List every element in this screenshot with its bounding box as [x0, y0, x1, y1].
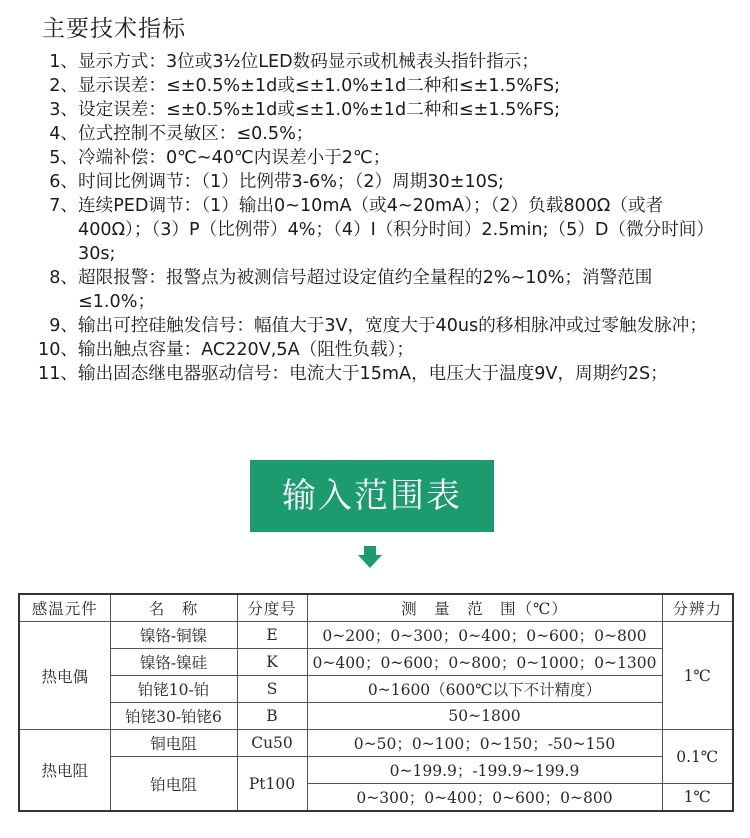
spec-item: [34, 146, 724, 170]
spec-item: [34, 50, 724, 74]
spec-list: [34, 50, 724, 386]
input-range-table: [18, 593, 734, 812]
range-cell: 0~50；0~100；0~150；-50~150: [307, 730, 662, 757]
spec-number: 11、: [38, 364, 78, 384]
table-row: [19, 730, 733, 757]
resolution-cell: 1℃: [662, 784, 733, 812]
table-row: [19, 649, 733, 676]
index-cell: S: [237, 676, 307, 703]
range-cell: 0~400；0~600；0~800；0~1000；0~1300: [307, 649, 662, 676]
spec-text: 连续PED调节：（1）输出0~10mA（或4~20mA）；（2）负载800Ω（或者400Ω）；（3）P（比例带）4%；（4）I（积分时间）2.5min;（5）D（微分时间）30s;: [78, 196, 714, 264]
element-cell: 热电偶: [19, 622, 110, 730]
spec-text: 超限报警：报警点为被测信号超过设定值约全量程的2%~10%；消警范围≤1.0%；: [78, 268, 653, 312]
spec-number: 6、: [49, 172, 78, 192]
spec-text: 位式控制不灵敏区：≤0.5%；: [78, 124, 314, 144]
arrow-down-icon: [358, 546, 382, 568]
element-cell: 热电阻: [19, 730, 110, 812]
spec-number: 3、: [49, 100, 78, 120]
spec-number: 4、: [49, 124, 78, 144]
range-cell: 0~200；0~300；0~400；0~600；0~800: [307, 622, 662, 649]
range-cell: 0~1600（600℃以下不计精度）: [307, 676, 662, 703]
spec-text: 显示误差：≤±0.5%±1d或≤±1.0%±1d二种和≤±1.5%FS;: [78, 76, 560, 96]
spec-item: [34, 74, 724, 98]
input-range-banner: 输入范围表: [250, 460, 494, 532]
header-name: 名 称: [110, 594, 237, 622]
name-cell: 铂铑30-铂铑6: [110, 703, 237, 730]
spec-text: 输出固态继电器驱动信号：电流大于15mA，电压大于温度9V，周期约2S；: [78, 364, 668, 384]
spec-item: [34, 314, 724, 338]
spec-number: 5、: [49, 148, 78, 168]
spec-number: 7、: [49, 196, 78, 216]
page-heading: 主要技术指标: [42, 16, 186, 42]
spec-item: [34, 266, 724, 314]
spec-item: [34, 98, 724, 122]
table-row: [19, 757, 733, 784]
index-cell: Cu50: [237, 730, 307, 757]
spec-text: 输出触点容量：AC220V,5A（阻性负载）；: [78, 340, 414, 360]
name-cell: 镍铬-镍硅: [110, 649, 237, 676]
name-cell: 铜电阻: [110, 730, 237, 757]
spec-text: 时间比例调节：（1）比例带3-6%；（2）周期30±10S;: [78, 172, 504, 192]
spec-text: 冷端补偿：0℃~40℃内误差小于2℃；: [78, 148, 391, 168]
header-range: 测 量 范 围（℃）: [307, 594, 662, 622]
table-header-row: [19, 594, 733, 622]
spec-text: 输出可控硅触发信号：幅值大于3V，宽度大于40us的移相脉冲或过零触发脉冲；: [78, 316, 707, 336]
spec-number: 8、: [49, 268, 78, 288]
spec-text: 显示方式：3位或3½位LED数码显示或机械表头指针指示；: [78, 52, 539, 72]
spec-item: [34, 362, 724, 386]
spec-item: [34, 122, 724, 146]
resolution-cell: 0.1℃: [662, 730, 733, 784]
name-cell: 铂电阻: [110, 757, 237, 812]
spec-text: 设定误差：≤±0.5%±1d或≤±1.0%±1d二种和≤±1.5%FS;: [78, 100, 560, 120]
index-cell: K: [237, 649, 307, 676]
table-row: [19, 676, 733, 703]
range-cell: 0~199.9；-199.9~199.9: [307, 757, 662, 784]
range-cell: 50~1800: [307, 703, 662, 730]
index-cell: B: [237, 703, 307, 730]
name-cell: 镍铬-铜镍: [110, 622, 237, 649]
spec-number: 2、: [49, 76, 78, 96]
resolution-cell: 1℃: [662, 622, 733, 730]
header-resolution: 分辨力: [662, 594, 733, 622]
name-cell: 铂铑10-铂: [110, 676, 237, 703]
spec-number: 1、: [49, 52, 78, 72]
spec-number: 9、: [49, 316, 78, 336]
spec-item: [34, 170, 724, 194]
index-cell: Pt100: [237, 757, 307, 812]
spec-item: [34, 338, 724, 362]
index-cell: E: [237, 622, 307, 649]
header-index: 分度号: [237, 594, 307, 622]
range-cell: 0~300；0~400；0~600；0~800: [307, 784, 662, 812]
table-row: [19, 703, 733, 730]
spec-item: [34, 194, 724, 266]
header-element: 感温元件: [19, 594, 110, 622]
spec-number: 10、: [38, 340, 78, 360]
table-row: [19, 622, 733, 649]
